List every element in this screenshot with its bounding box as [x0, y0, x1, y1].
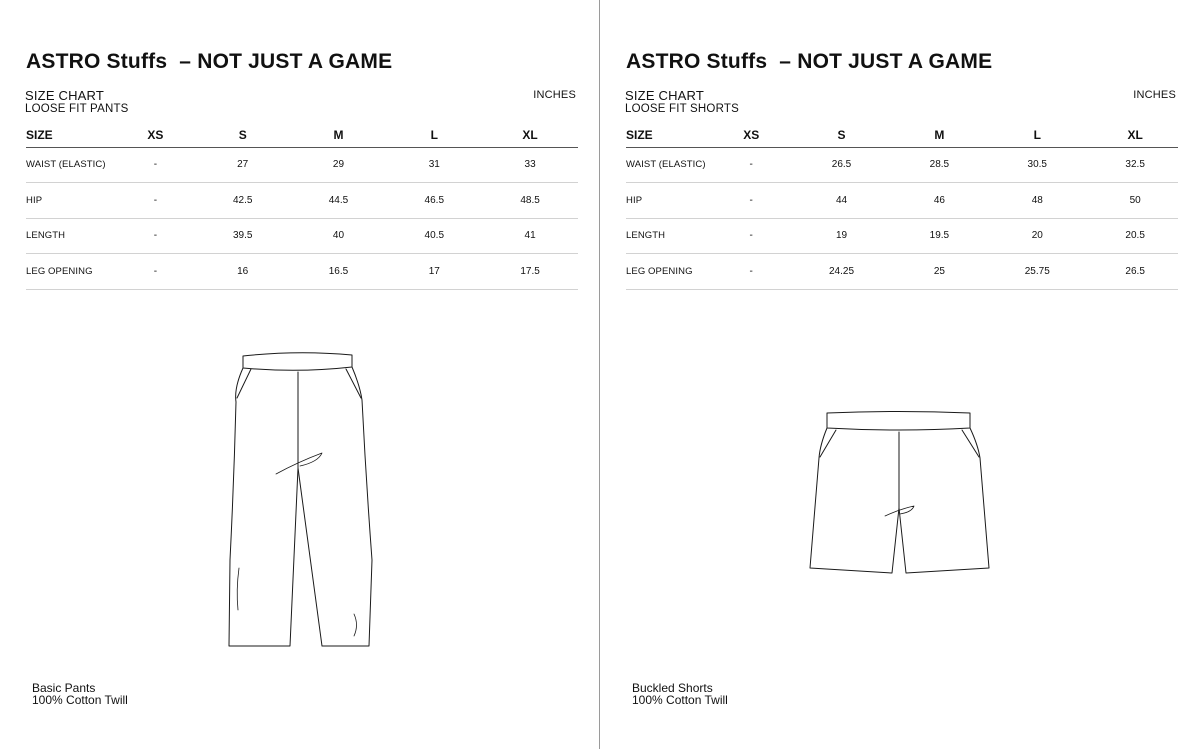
row-label: HIP	[26, 183, 116, 219]
table-cell: 41	[482, 218, 578, 254]
table-cell: 46.5	[386, 183, 482, 219]
table-cell: 16.5	[291, 254, 387, 290]
table-cell: 19	[786, 218, 896, 254]
table-cell: 20	[982, 218, 1092, 254]
table-cell: 16	[195, 254, 291, 290]
table-cell: 44	[786, 183, 896, 219]
column-header: XL	[1092, 124, 1178, 147]
column-header: S	[195, 124, 291, 147]
table-cell: 48.5	[482, 183, 578, 219]
brand-title: ASTRO Stuffs – NOT JUST A GAME	[26, 50, 393, 73]
units-label: INCHES	[533, 89, 576, 101]
table-cell: -	[716, 254, 786, 290]
table-cell: 27	[195, 147, 291, 183]
product-name: Buckled Shorts	[632, 681, 713, 695]
table-cell: 46	[897, 183, 983, 219]
table-cell: 17	[386, 254, 482, 290]
row-label: LENGTH	[626, 218, 716, 254]
table-cell: 33	[482, 147, 578, 183]
column-header: SIZE	[626, 124, 716, 147]
table-cell: 31	[386, 147, 482, 183]
shorts-sketch-icon	[600, 0, 1200, 749]
chart-title: SIZE CHART	[25, 88, 105, 103]
row-label: LEG OPENING	[26, 254, 116, 290]
table-cell: 42.5	[195, 183, 291, 219]
column-header: L	[386, 124, 482, 147]
column-header: M	[291, 124, 387, 147]
column-header: XS	[716, 124, 786, 147]
table-cell: -	[716, 183, 786, 219]
table-cell: 29	[291, 147, 387, 183]
product-caption	[632, 682, 728, 706]
table-cell: 39.5	[195, 218, 291, 254]
table-cell: -	[116, 254, 195, 290]
column-header: XS	[116, 124, 195, 147]
units-label: INCHES	[1133, 89, 1176, 101]
column-header: L	[982, 124, 1092, 147]
row-label: WAIST (ELASTIC)	[626, 147, 716, 183]
product-caption	[32, 682, 128, 706]
table-cell: 26.5	[786, 147, 896, 183]
table-cell: 40.5	[386, 218, 482, 254]
chart-title: SIZE CHART	[625, 88, 705, 103]
product-name: Basic Pants	[32, 681, 96, 695]
column-header: M	[897, 124, 983, 147]
column-header: SIZE	[26, 124, 116, 147]
table-cell: 30.5	[982, 147, 1092, 183]
table-cell: 25	[897, 254, 983, 290]
product-material: 100% Cotton Twill	[632, 693, 728, 707]
table-cell: 40	[291, 218, 387, 254]
table-cell: -	[116, 147, 195, 183]
table-cell: 26.5	[1092, 254, 1178, 290]
table-cell: -	[116, 183, 195, 219]
table-cell: 24.25	[786, 254, 896, 290]
table-cell: 28.5	[897, 147, 983, 183]
table-cell: 50	[1092, 183, 1178, 219]
product-material: 100% Cotton Twill	[32, 693, 128, 707]
column-header: XL	[482, 124, 578, 147]
row-label: LENGTH	[26, 218, 116, 254]
table-cell: -	[716, 147, 786, 183]
shorts-size-chart-panel	[600, 0, 1200, 749]
row-label: HIP	[626, 183, 716, 219]
column-header: S	[786, 124, 896, 147]
table-cell: 48	[982, 183, 1092, 219]
table-cell: 44.5	[291, 183, 387, 219]
table-cell: 19.5	[897, 218, 983, 254]
table-cell: 20.5	[1092, 218, 1178, 254]
row-label: LEG OPENING	[626, 254, 716, 290]
table-cell: -	[716, 218, 786, 254]
table-cell: 17.5	[482, 254, 578, 290]
table-cell: -	[116, 218, 195, 254]
table-cell: 32.5	[1092, 147, 1178, 183]
brand-title: ASTRO Stuffs – NOT JUST A GAME	[626, 50, 993, 73]
table-cell: 25.75	[982, 254, 1092, 290]
chart-subtitle: LOOSE FIT PANTS	[25, 103, 129, 115]
row-label: WAIST (ELASTIC)	[26, 147, 116, 183]
chart-subtitle: LOOSE FIT SHORTS	[625, 103, 739, 115]
